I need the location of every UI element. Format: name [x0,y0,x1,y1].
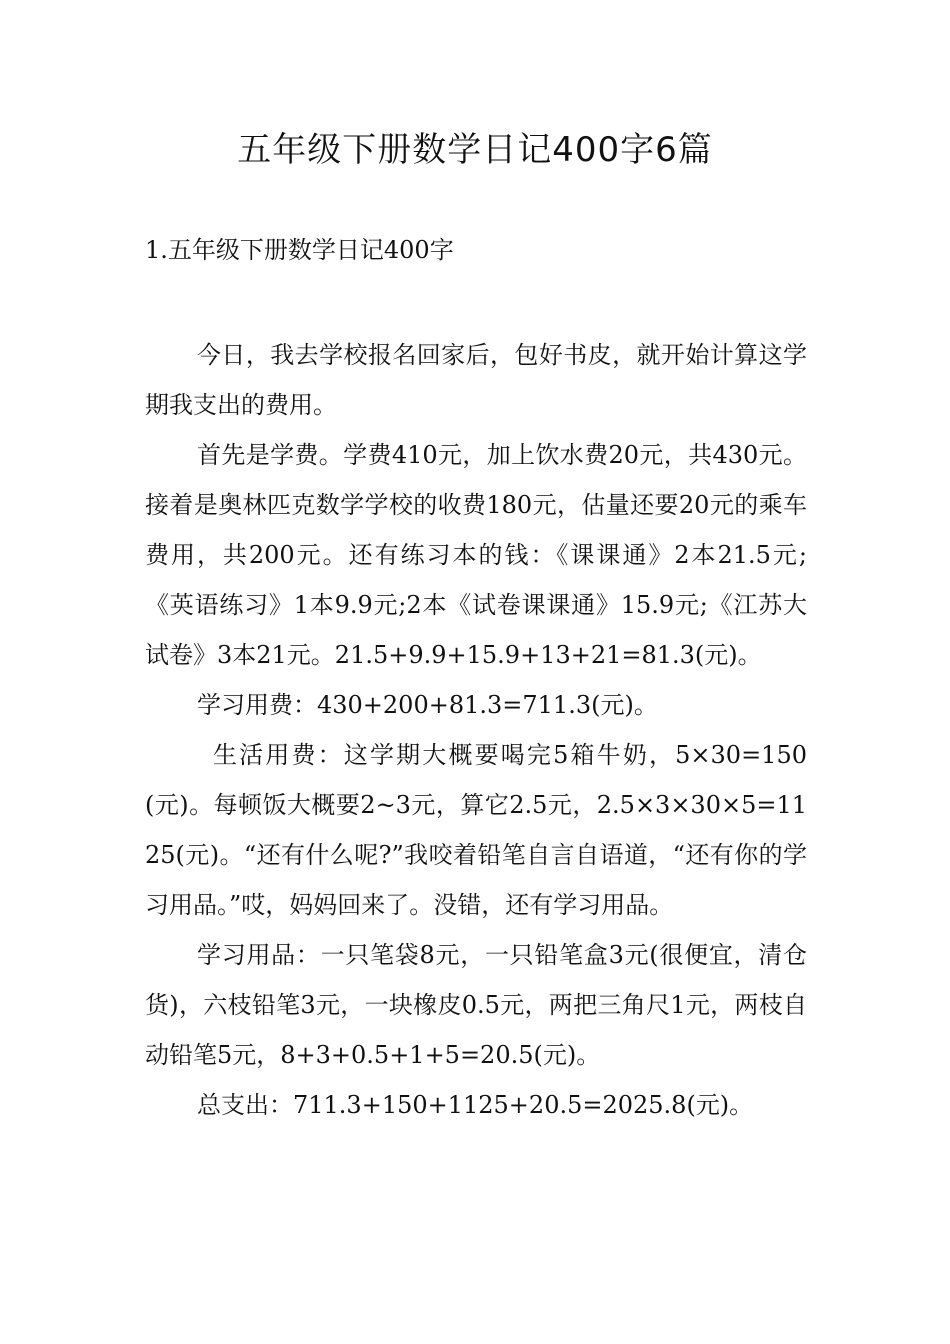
document-title: 五年级下册数学日记400字6篇 [237,130,713,170]
paragraph-tuition: 首先是学费。学费410元，加上饮水费20元，共430元。接着是奥林匹克数学学校的收费180元，估量还要20元的乘车费用，共200元。还有练习本的钱：《课课通》2本21.5元;《英语练习》1本9.9元;2本《试卷课课通》15.9元;《江苏大试卷》3本21元。21.5+9.9+15.9+13+21=81.3(元)。 [145,441,807,669]
paragraph-intro: 今日，我去学校报名回家后，包好书皮，就开始计算这学期我支出的费用。 [145,341,807,419]
section-heading: 1.五年级下册数学日记400字 [145,236,454,264]
paragraph-total: 总支出：711.3+150+1125+20.5=2025.8(元)。 [197,1091,754,1119]
document-body [145,330,807,1130]
paragraph-living-cost: 生活用费：这学期大概要喝完5箱牛奶，5×30=150(元)。每顿饭大概要2~3元，算它2.5元，2.5×3×30×5=1125(元)。“还有什么呢?”我咬着铅笔自言自语道，“还有你的学习用品。”哎，妈妈回来了。没错，还有学习用品。 [145,741,807,919]
paragraph-study-cost: 学习用费：430+200+81.3=711.3(元)。 [197,691,658,719]
paragraph-supplies: 学习用品：一只笔袋8元，一只铅笔盒3元(很便宜，清仓货)，六枝铅笔3元，一块橡皮0.5元，两把三角尺1元，两枝自动铅笔5元，8+3+0.5+1+5=20.5(元)。 [145,941,807,1069]
